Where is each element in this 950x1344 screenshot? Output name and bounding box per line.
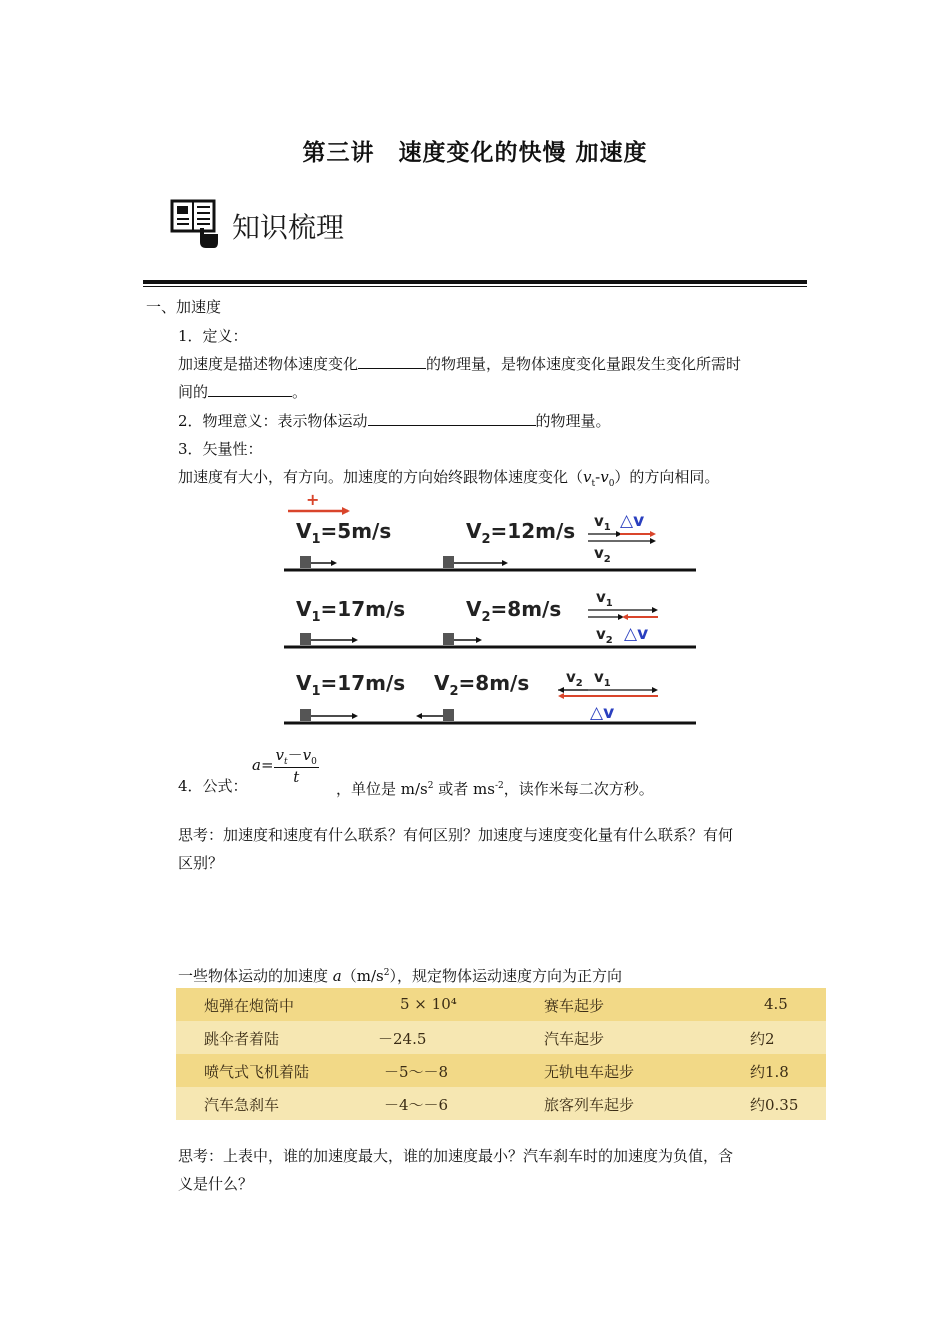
vector-label: 3．矢量性： [178,440,263,458]
vector-vt: v [583,468,592,486]
definition-text-b: 的物理量，是物体速度变化量跟发生变化所需时 [426,355,742,373]
table-cell-value: －5～－8 [384,1063,449,1081]
row3-delta-v: △v [590,703,615,723]
table-cell-object: 跳伞者着陆 [204,1030,280,1048]
formula-label: 4．公式： [178,777,248,795]
row2-v2-label: $V_2=8m/s$ [466,597,562,625]
formula-a: a [252,756,261,774]
table-cell-object: 炮弹在炮筒中 [204,997,295,1015]
formula [252,744,319,786]
table-cell-object: 旅客列车起步 [544,1096,635,1114]
svg-text:v1: $v_1$ [594,668,611,689]
heading-acceleration: 一、加速度 [146,298,222,316]
blank-field-2[interactable] [208,382,292,397]
meaning-text-b: 的物理量。 [535,412,611,430]
blank-field-1[interactable] [358,354,426,369]
meaning-line [178,411,611,431]
table-cell-value: 约2 [750,1030,775,1048]
book-pointer-icon [170,198,222,252]
plus-sign: + [306,490,320,509]
table-cell-value: 约1.8 [750,1063,789,1081]
vector-dash: - [595,468,601,486]
velocity-diagram [280,490,700,730]
vector-vt-sub: t [591,479,596,489]
row2-block-2 [443,633,454,645]
table-cell-value: 4.5 [764,995,788,1013]
row2-block-1 [300,633,311,645]
think2-line-2: 义是什么？ [178,1175,254,1193]
divider-thick [143,280,807,284]
think1-line-2: 区别？ [178,854,224,872]
table-cell-value: 约0.35 [750,1096,799,1114]
table-caption: 一些物体运动的加速度 $a(m/s^2)$，规定物体运动速度方向为正方向 [178,967,622,985]
row3-v2-label: $V_2=8m/s$ [434,671,530,699]
vector-text-b: ）的方向相同。 [614,468,720,486]
definition-text-d: 。 [292,383,308,401]
formula-unit: ，单位是 $m/s^2$ 或者 $ms^{-2}$，读作米每二次方秒。 [336,780,654,798]
row2-delta-v: △v [624,624,649,644]
definition-line-1 [178,354,741,374]
table-cell-object: 赛车起步 [544,997,605,1015]
think2-line-1: 思考：上表中，谁的加速度最大，谁的加速度最小？汽车刹车时的加速度为负值，含 [178,1147,734,1165]
table-cell-object: 汽车起步 [544,1030,605,1048]
divider-thin [143,286,807,287]
row3-block-2 [443,709,454,721]
vector-v0: v [600,468,609,486]
table-row [176,1054,826,1087]
table-row [176,1087,826,1120]
svg-text:v2: $v_2$ [596,625,613,646]
table-cell-value: －4～－6 [384,1096,449,1114]
page-title: 第三讲 速度变化的快慢 加速度 [302,140,648,166]
think1-line-1: 思考：加速度和速度有什么联系？有何区别？加速度与速度变化量有什么联系？有何 [178,826,734,844]
formula-fraction: $\frac{v_t-v_0}{t}$ [275,746,317,786]
definition-label: 1．定义： [178,327,248,345]
acceleration-table [176,988,826,1120]
table-cell-value: 5 × 10⁴ [400,995,457,1013]
formula-eq: = [260,756,274,774]
row1-delta-v: △v [620,511,645,531]
row1-v2-label: $V_2=12m/s$ [466,519,576,547]
svg-text:v2: $v_2$ [566,668,583,689]
definition-text-a: 加速度是描述物体速度变化 [178,355,359,373]
vector-v0-sub: 0 [608,479,615,489]
svg-text:v1: $v_1$ [594,512,611,533]
table-cell-object: 汽车急刹车 [204,1096,280,1114]
table-row [176,988,826,1021]
vector-text-a: 加速度有大小，有方向。加速度的方向始终跟物体速度变化（ [178,468,584,486]
row1-block-1 [300,556,311,568]
table-cell-value: －24.5 [378,1030,427,1048]
meaning-text-a: 2．物理意义：表示物体运动 [178,412,368,430]
table-row [176,1021,826,1054]
definition-text-c: 间的 [178,383,209,401]
row3-block-1 [300,709,311,721]
blank-field-3[interactable] [368,411,536,426]
row1-block-2 [443,556,454,568]
svg-text:v2: $v_2$ [594,544,611,565]
row2-v1-label: $V_1=17m/s$ [296,597,406,625]
svg-text:v1: $v_1$ [596,588,613,609]
row1-v1-label: $V_1=5m/s$ [296,519,392,547]
table-cell-object: 喷气式飞机着陆 [204,1063,310,1081]
section-title: 知识梳理 [232,211,345,244]
table-cell-object: 无轨电车起步 [544,1063,635,1081]
definition-line-2 [178,382,307,402]
row3-v1-label: $V_1=17m/s$ [296,671,406,699]
